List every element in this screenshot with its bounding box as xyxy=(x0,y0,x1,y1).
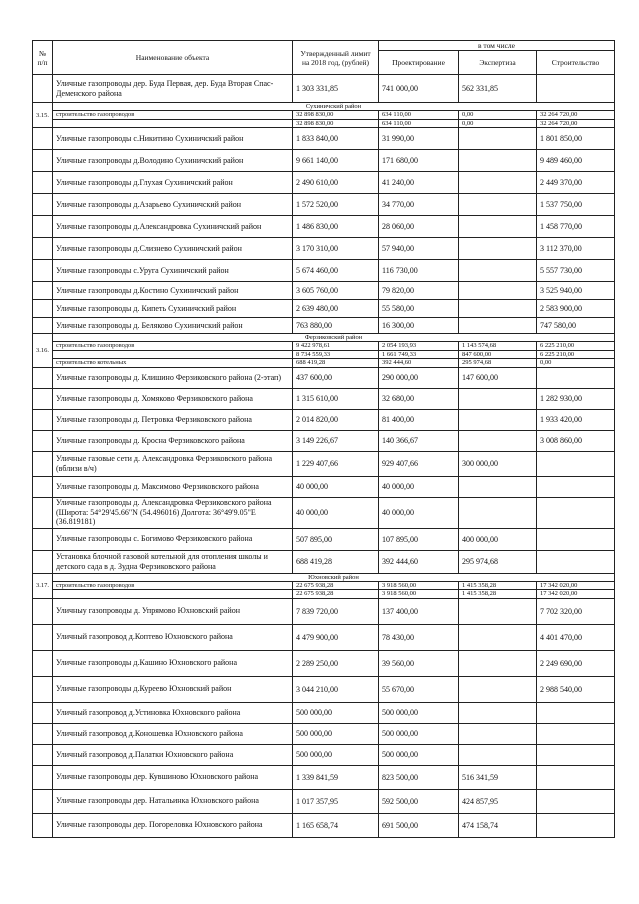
sub-limit: 22 675 938,28 xyxy=(293,590,379,599)
section-title: Сухиничский район xyxy=(53,103,615,111)
row-limit: 2 014 820,00 xyxy=(293,409,379,430)
sub-limit: 32 898 830,00 xyxy=(293,111,379,120)
row-design: 171 680,00 xyxy=(379,150,459,172)
row-name: Уличный газопровод д.Палатки Юхновского района xyxy=(53,744,293,765)
col-name-header: Наименование объекта xyxy=(53,41,293,75)
row-limit: 1 315 610,00 xyxy=(293,388,379,409)
row-num xyxy=(33,550,53,573)
sub-design: 1 661 749,33 xyxy=(379,350,459,359)
sub-name: строительство котельных xyxy=(53,359,293,368)
table-row xyxy=(33,676,615,702)
table-row xyxy=(33,550,615,573)
row-limit: 3 149 226,67 xyxy=(293,430,379,451)
row-num xyxy=(33,624,53,650)
row-expert: 400 000,00 xyxy=(459,528,537,550)
table-row xyxy=(33,238,615,260)
table-row xyxy=(33,650,615,676)
section-subrow xyxy=(33,111,615,120)
row-build xyxy=(537,550,615,573)
sub-build: 32 264 720,00 xyxy=(537,111,615,120)
row-build: 2 988 540,00 xyxy=(537,676,615,702)
row-build: 9 489 460,00 xyxy=(537,150,615,172)
row-build: 1 537 750,00 xyxy=(537,194,615,216)
row-name: Уличные газопроводы д. Кипеть Сухиничский район xyxy=(53,300,293,318)
table-row xyxy=(33,624,615,650)
col-build-header: Строительство xyxy=(537,51,615,75)
row-limit: 3 044 210,00 xyxy=(293,676,379,702)
row-name: Уличные газовые сети д. Александровка Ферзиковского района (вблизи в/ч) xyxy=(53,451,293,476)
sub-design: 634 110,00 xyxy=(379,111,459,120)
row-limit: 40 000,00 xyxy=(293,497,379,528)
sub-name: строительство газопроводов xyxy=(53,342,293,351)
table-row xyxy=(33,300,615,318)
row-limit: 2 490 610,00 xyxy=(293,172,379,194)
row-limit: 5 674 460,00 xyxy=(293,260,379,282)
row-num xyxy=(33,430,53,451)
row-design: 140 366,67 xyxy=(379,430,459,451)
table-row xyxy=(33,388,615,409)
sub-limit: 688 419,28 xyxy=(293,359,379,368)
section-title: Ферзиковский район xyxy=(53,334,615,342)
row-name: Уличныу газопроводы д. Упрямово Юхновский район xyxy=(53,598,293,624)
row-design: 55 670,00 xyxy=(379,676,459,702)
table-row xyxy=(33,789,615,813)
col-num-header: № п/п xyxy=(33,41,53,75)
col-limit-header: Утвержденный лимит на 2018 год, (рублей) xyxy=(293,41,379,75)
row-limit: 500 000,00 xyxy=(293,723,379,744)
section-row xyxy=(33,103,615,111)
row-build xyxy=(537,723,615,744)
sub-expert: 0,00 xyxy=(459,119,537,128)
row-expert xyxy=(459,598,537,624)
row-build: 3 112 370,00 xyxy=(537,238,615,260)
sub-expert: 295 974,68 xyxy=(459,359,537,368)
row-name: Уличные газопроводы д.Костино Сухиничский район xyxy=(53,282,293,300)
row-build: 2 449 370,00 xyxy=(537,172,615,194)
row-num xyxy=(33,194,53,216)
table-row xyxy=(33,528,615,550)
row-design: 691 500,00 xyxy=(379,813,459,837)
row-num xyxy=(33,813,53,837)
row-design: 55 580,00 xyxy=(379,300,459,318)
table-row xyxy=(33,765,615,789)
row-name: Уличные газопроводы д. Беляково Сухиничский район xyxy=(53,318,293,334)
row-num xyxy=(33,128,53,150)
sub-name xyxy=(53,350,293,359)
row-build xyxy=(537,75,615,103)
row-design: 741 000,00 xyxy=(379,75,459,103)
row-name: Уличные газопроводы д.Куреево Юхновский район xyxy=(53,676,293,702)
section-row xyxy=(33,573,615,581)
row-expert: 300 000,00 xyxy=(459,451,537,476)
table-row xyxy=(33,702,615,723)
sub-build: 17 342 020,00 xyxy=(537,581,615,590)
row-limit: 7 839 720,00 xyxy=(293,598,379,624)
row-design: 500 000,00 xyxy=(379,702,459,723)
row-design: 392 444,60 xyxy=(379,550,459,573)
row-name: Уличные газопроводы д.Володино Сухиничский район xyxy=(53,150,293,172)
row-num xyxy=(33,75,53,103)
row-design: 79 820,00 xyxy=(379,282,459,300)
row-design: 500 000,00 xyxy=(379,723,459,744)
sub-name: строительство газопроводов xyxy=(53,581,293,590)
row-build: 5 557 730,00 xyxy=(537,260,615,282)
row-limit: 2 639 480,00 xyxy=(293,300,379,318)
row-expert: 147 600,00 xyxy=(459,367,537,388)
row-num xyxy=(33,451,53,476)
col-design-header: Проектирование xyxy=(379,51,459,75)
table-row xyxy=(33,318,615,334)
row-limit: 763 880,00 xyxy=(293,318,379,334)
row-name: Уличные газопроводы с. Богимово Ферзиковского района xyxy=(53,528,293,550)
section-subrow xyxy=(33,590,615,599)
sub-name xyxy=(53,119,293,128)
sub-build: 0,00 xyxy=(537,359,615,368)
row-build: 1 282 930,00 xyxy=(537,388,615,409)
row-num xyxy=(33,723,53,744)
sub-limit: 8 734 559,33 xyxy=(293,350,379,359)
sub-expert: 1 415 358,28 xyxy=(459,590,537,599)
row-design: 39 560,00 xyxy=(379,650,459,676)
row-num xyxy=(33,702,53,723)
row-build xyxy=(537,476,615,497)
row-name: Уличный газопровод д.Коношевка Юхновского района xyxy=(53,723,293,744)
row-design: 107 895,00 xyxy=(379,528,459,550)
sub-limit: 32 898 830,00 xyxy=(293,119,379,128)
row-limit: 688 419,28 xyxy=(293,550,379,573)
section-num: 3.16. xyxy=(33,334,53,368)
row-build: 1 458 770,00 xyxy=(537,216,615,238)
row-name: Уличные газопроводы дер. Натальинка Юхновского района xyxy=(53,789,293,813)
table-row xyxy=(33,409,615,430)
row-limit: 437 600,00 xyxy=(293,367,379,388)
row-name: Уличный газопровод д.Коптево Юхновского района xyxy=(53,624,293,650)
row-limit: 507 895,00 xyxy=(293,528,379,550)
row-expert xyxy=(459,128,537,150)
sub-limit: 9 422 978,61 xyxy=(293,342,379,351)
row-expert xyxy=(459,744,537,765)
row-limit: 1 572 520,00 xyxy=(293,194,379,216)
section-subrow xyxy=(33,119,615,128)
row-design: 81 400,00 xyxy=(379,409,459,430)
row-design: 78 430,00 xyxy=(379,624,459,650)
row-name: Уличные газопроводы д.Слизнево Сухиничский район xyxy=(53,238,293,260)
row-design: 31 990,00 xyxy=(379,128,459,150)
row-limit: 1 229 407,66 xyxy=(293,451,379,476)
row-num xyxy=(33,789,53,813)
row-expert: 474 158,74 xyxy=(459,813,537,837)
row-name: Уличные газопроводы д.Глухая Сухиничский район xyxy=(53,172,293,194)
sub-name: строительство газопроводов xyxy=(53,111,293,120)
row-expert xyxy=(459,318,537,334)
row-name: Уличные газопроводы д.Кашино Юхновского района xyxy=(53,650,293,676)
row-num xyxy=(33,238,53,260)
row-expert xyxy=(459,723,537,744)
row-expert xyxy=(459,300,537,318)
table-row xyxy=(33,744,615,765)
row-build xyxy=(537,813,615,837)
table-row xyxy=(33,216,615,238)
section-subrow xyxy=(33,342,615,351)
row-num xyxy=(33,282,53,300)
row-design: 823 500,00 xyxy=(379,765,459,789)
row-build xyxy=(537,789,615,813)
row-design: 40 000,00 xyxy=(379,476,459,497)
row-expert xyxy=(459,624,537,650)
row-design: 500 000,00 xyxy=(379,744,459,765)
row-expert: 295 974,68 xyxy=(459,550,537,573)
row-num xyxy=(33,497,53,528)
row-build xyxy=(537,765,615,789)
table-row xyxy=(33,723,615,744)
row-design: 929 407,66 xyxy=(379,451,459,476)
sub-expert: 1 415 358,28 xyxy=(459,581,537,590)
table-row xyxy=(33,497,615,528)
table-row xyxy=(33,476,615,497)
table-row xyxy=(33,367,615,388)
row-name: Уличные газопроводы д. Клишино Ферзиковского района (2-этап) xyxy=(53,367,293,388)
row-limit: 1 017 357,95 xyxy=(293,789,379,813)
row-num xyxy=(33,409,53,430)
row-build: 2 583 900,00 xyxy=(537,300,615,318)
row-limit: 40 000,00 xyxy=(293,476,379,497)
table-row xyxy=(33,128,615,150)
row-build xyxy=(537,497,615,528)
row-name: Уличные газопроводы д.Александровка Сухиничский район xyxy=(53,216,293,238)
row-expert: 516 341,59 xyxy=(459,765,537,789)
row-expert xyxy=(459,194,537,216)
section-num: 3.17. xyxy=(33,573,53,598)
section-subrow xyxy=(33,581,615,590)
row-design: 32 680,00 xyxy=(379,388,459,409)
row-name: Уличные газопроводы с.Уруга Сухиничский район xyxy=(53,260,293,282)
row-design: 40 000,00 xyxy=(379,497,459,528)
row-build: 7 702 320,00 xyxy=(537,598,615,624)
row-num xyxy=(33,476,53,497)
row-design: 592 500,00 xyxy=(379,789,459,813)
table-row xyxy=(33,150,615,172)
row-build xyxy=(537,702,615,723)
row-build: 2 249 690,00 xyxy=(537,650,615,676)
row-num xyxy=(33,650,53,676)
table-row xyxy=(33,282,615,300)
sub-expert: 0,00 xyxy=(459,111,537,120)
section-row xyxy=(33,334,615,342)
row-num xyxy=(33,528,53,550)
row-design: 137 400,00 xyxy=(379,598,459,624)
row-limit: 1 165 658,74 xyxy=(293,813,379,837)
table-row xyxy=(33,598,615,624)
section-subrow xyxy=(33,359,615,368)
row-num xyxy=(33,216,53,238)
table-row xyxy=(33,194,615,216)
row-expert xyxy=(459,476,537,497)
sub-build: 6 225 210,00 xyxy=(537,342,615,351)
row-expert xyxy=(459,676,537,702)
row-build xyxy=(537,744,615,765)
row-name: Установка блочной газовой котельной для отопления школы и детского сада в д. Зудна Ферзиковского района xyxy=(53,550,293,573)
row-num xyxy=(33,300,53,318)
row-num xyxy=(33,260,53,282)
row-build: 747 580,00 xyxy=(537,318,615,334)
row-name: Уличные газопроводы д. Хомяково Ферзиковского района xyxy=(53,388,293,409)
row-num xyxy=(33,318,53,334)
row-limit: 500 000,00 xyxy=(293,744,379,765)
row-expert xyxy=(459,260,537,282)
row-expert xyxy=(459,282,537,300)
row-expert xyxy=(459,497,537,528)
sub-design: 2 054 193,93 xyxy=(379,342,459,351)
sub-design: 3 918 560,00 xyxy=(379,581,459,590)
section-title: Юхновский район xyxy=(53,573,615,581)
row-design: 116 730,00 xyxy=(379,260,459,282)
row-name: Уличные газопроводы дер. Кувшиново Юхновского района xyxy=(53,765,293,789)
table-row xyxy=(33,451,615,476)
row-limit: 3 605 760,00 xyxy=(293,282,379,300)
row-name: Уличные газопроводы с.Никитино Сухиничский район xyxy=(53,128,293,150)
row-name: Уличные газопроводы д. Александровка Ферзиковского района (Широта: 54°29'45.66"N (54.496016) Долгота: 36°49'9.05"E (36.819181) xyxy=(53,497,293,528)
row-expert xyxy=(459,430,537,451)
row-limit: 9 661 140,00 xyxy=(293,150,379,172)
sub-build: 17 342 020,00 xyxy=(537,590,615,599)
row-name: Уличные газопроводы д. Петровка Ферзиковского района xyxy=(53,409,293,430)
row-name: Уличные газопроводы дер. Буда Первая, дер. Буда Вторая Спас-Деменского района xyxy=(53,75,293,103)
row-design: 290 000,00 xyxy=(379,367,459,388)
row-num xyxy=(33,765,53,789)
row-build: 1 801 850,00 xyxy=(537,128,615,150)
row-expert xyxy=(459,388,537,409)
budget-table xyxy=(32,40,615,838)
row-build: 1 933 420,00 xyxy=(537,409,615,430)
row-expert xyxy=(459,650,537,676)
sub-design: 634 110,00 xyxy=(379,119,459,128)
row-limit: 1 339 841,59 xyxy=(293,765,379,789)
table-row xyxy=(33,813,615,837)
row-num xyxy=(33,676,53,702)
row-limit: 1 486 830,00 xyxy=(293,216,379,238)
row-limit: 2 289 250,00 xyxy=(293,650,379,676)
table-row xyxy=(33,172,615,194)
row-build: 3 525 940,00 xyxy=(537,282,615,300)
row-build: 3 008 860,00 xyxy=(537,430,615,451)
row-num xyxy=(33,172,53,194)
table-row xyxy=(33,260,615,282)
row-design: 28 060,00 xyxy=(379,216,459,238)
row-name: Уличные газопроводы дер. Погореловка Юхновского района xyxy=(53,813,293,837)
row-expert xyxy=(459,238,537,260)
row-expert xyxy=(459,216,537,238)
row-num xyxy=(33,367,53,388)
row-build xyxy=(537,367,615,388)
row-expert xyxy=(459,150,537,172)
row-design: 16 300,00 xyxy=(379,318,459,334)
row-design: 41 240,00 xyxy=(379,172,459,194)
row-limit: 4 479 900,00 xyxy=(293,624,379,650)
sub-name xyxy=(53,590,293,599)
row-expert: 562 331,85 xyxy=(459,75,537,103)
table-row xyxy=(33,75,615,103)
sub-design: 392 444,60 xyxy=(379,359,459,368)
table-body xyxy=(33,75,615,838)
row-num xyxy=(33,744,53,765)
section-subrow xyxy=(33,350,615,359)
row-expert xyxy=(459,172,537,194)
sub-expert: 1 143 574,68 xyxy=(459,342,537,351)
row-limit: 500 000,00 xyxy=(293,702,379,723)
row-num xyxy=(33,598,53,624)
table-row xyxy=(33,430,615,451)
row-design: 57 940,00 xyxy=(379,238,459,260)
col-expert-header: Экспертиза xyxy=(459,51,537,75)
sub-build: 32 264 720,00 xyxy=(537,119,615,128)
col-incl-header: в том числе xyxy=(379,41,615,51)
row-design: 34 770,00 xyxy=(379,194,459,216)
row-name: Уличные газопроводы д. Максимово Ферзиковского района xyxy=(53,476,293,497)
row-expert xyxy=(459,702,537,723)
row-build xyxy=(537,528,615,550)
row-build: 4 401 470,00 xyxy=(537,624,615,650)
row-expert xyxy=(459,409,537,430)
section-num: 3.15. xyxy=(33,103,53,128)
row-num xyxy=(33,150,53,172)
sub-expert: 847 600,00 xyxy=(459,350,537,359)
row-name: Уличный газопровод д.Устиновка Юхновского района xyxy=(53,702,293,723)
sub-design: 3 918 560,00 xyxy=(379,590,459,599)
row-name: Уличные газопроводы д. Кросна Ферзиковского района xyxy=(53,430,293,451)
row-limit: 1 303 331,85 xyxy=(293,75,379,103)
row-build xyxy=(537,451,615,476)
row-name: Уличные газопроводы д.Азарьево Сухиничский район xyxy=(53,194,293,216)
row-expert: 424 857,95 xyxy=(459,789,537,813)
row-limit: 1 833 840,00 xyxy=(293,128,379,150)
sub-limit: 22 675 938,28 xyxy=(293,581,379,590)
row-num xyxy=(33,388,53,409)
sub-build: 6 225 210,00 xyxy=(537,350,615,359)
row-limit: 3 170 310,00 xyxy=(293,238,379,260)
